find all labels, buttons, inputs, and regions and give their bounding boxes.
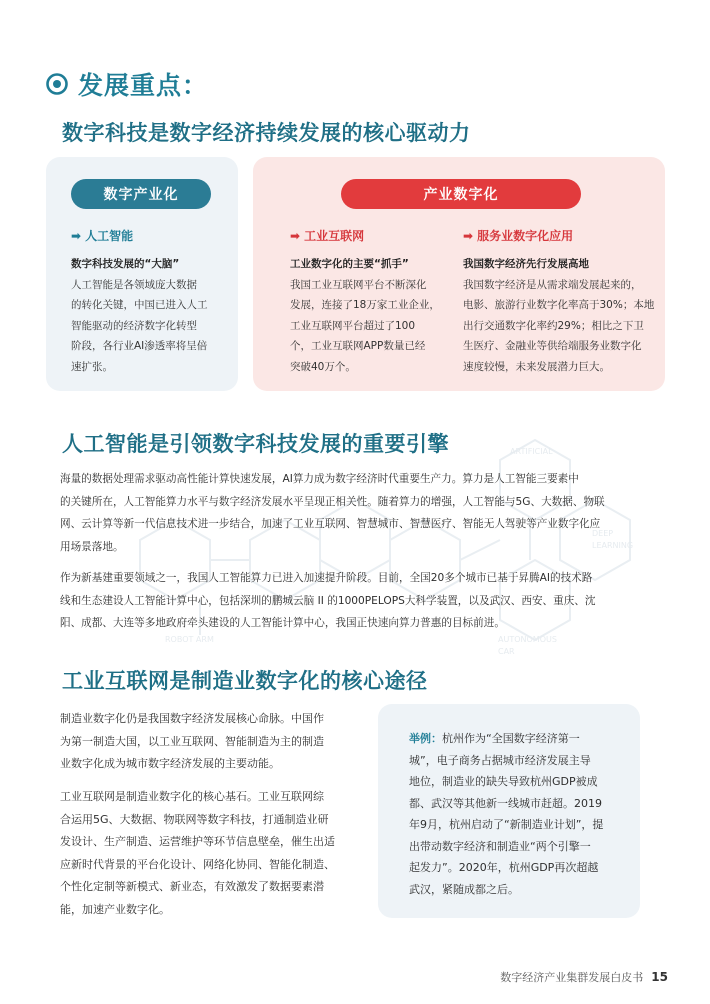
section3-paragraph-2 bbox=[60, 786, 360, 921]
card-digital-industrialization bbox=[46, 157, 238, 391]
example-line: 年9月，杭州启动了“新制造业计划”，提 bbox=[409, 818, 604, 831]
section3-paragraph-1 bbox=[60, 708, 360, 776]
industrial-internet-block-title: 工业数字化的主要“抓手” bbox=[290, 258, 409, 270]
paragraph-line: 业数字化成为城市数字经济发展的主要动能。 bbox=[60, 757, 280, 770]
paragraph-line: 工业互联网是制造业数字化的核心基石。工业互联网综 bbox=[60, 790, 324, 803]
service-digitization-line: 电影、旅游行业数字化率高于30%；本地 bbox=[463, 299, 655, 311]
subheading-industrial-internet bbox=[290, 227, 364, 244]
paragraph-line: 应新时代背景的平台化设计、网络化协同、智能化制造、 bbox=[60, 857, 335, 871]
service-digitization-line: 生医疗、金融业等供给端服务业数字化 bbox=[463, 340, 642, 352]
deco-label-artificial: ARTIFICIAL bbox=[510, 447, 553, 456]
ai-block-title: 数字科技发展的“大脑” bbox=[71, 258, 180, 270]
industrial-internet-line: 我国工业互联网平台不断深化 bbox=[290, 278, 427, 291]
subheading-ai-label: 人工智能 bbox=[85, 229, 134, 243]
section3-title: 工业互联网是制造业数字化的核心途径 bbox=[62, 669, 428, 693]
industrial-internet-line: 发展，连接了18万家工业企业， bbox=[290, 299, 440, 311]
example-line: 武汉，紧随成都之后。 bbox=[409, 882, 519, 896]
industrial-internet-line: 个，工业互联网APP数量已经 bbox=[290, 340, 426, 352]
ai-line: 的转化关键，中国已进入人工 bbox=[71, 299, 208, 311]
example-line: 都、武汉等其他新一线城市赶超。2019 bbox=[409, 796, 602, 810]
example-box bbox=[378, 704, 640, 918]
section1-title: 数字科技是数字经济持续发展的核心驱动力 bbox=[62, 121, 471, 145]
ai-line: 速扩张。 bbox=[71, 360, 113, 373]
heading-title: 发展重点： bbox=[78, 71, 209, 100]
paragraph-line: 线和生态建设人工智能计算中心，包括深圳的鹏城云脑 II 的1000PELOPS大科学装置，以及武汉、西安、重庆、沈 bbox=[60, 594, 596, 607]
paragraph-line: 作为新基建重要领域之一，我国人工智能算力已进入加速提升阶段。目前，全国20多个城市已基于昇腾AI的技术路 bbox=[60, 572, 593, 584]
paragraph-line: 用场景落地。 bbox=[60, 540, 124, 553]
paragraph-line: 发设计、生产制造、运营维护等环节信息壁垒，催生出适 bbox=[60, 835, 335, 848]
subheading-service-digitization-label: 服务业数字化应用 bbox=[477, 229, 574, 243]
subheading-ai bbox=[71, 227, 133, 244]
subheading-service-digitization bbox=[463, 227, 573, 244]
paragraph-line: 个性化定制等新模式、新业态，有效激发了数据要素潜 bbox=[60, 880, 324, 893]
deco-label-robot-arm: ROBOT ARM bbox=[165, 635, 214, 644]
service-digitization-line: 出行交通数字化率约29%；相比之下卫 bbox=[463, 319, 644, 332]
example-line: 地位，制造业的缺失导致杭州GDP被成 bbox=[409, 775, 598, 788]
card-industrial-digitization bbox=[253, 157, 665, 391]
example-body bbox=[409, 728, 603, 900]
deco-label-deep: DEEP bbox=[592, 529, 614, 538]
paragraph-line: 阳、成都、大连等多地政府牵头建设的人工智能计算中心，我国正快速向算力普惠的目标前进。 bbox=[60, 617, 505, 629]
industrial-internet-text-block bbox=[290, 254, 440, 377]
page-heading bbox=[46, 66, 208, 102]
industrial-internet-line: 工业互联网平台超过了100 bbox=[290, 319, 416, 332]
paragraph-line: 网、云计算等新一代信息技术进一步结合，加速了工业互联网、智慧城市、智慧医疗、智能无人驾驶等产业数字化应 bbox=[60, 518, 601, 530]
subheading-industrial-internet-label: 工业互联网 bbox=[304, 229, 365, 243]
paragraph-line: 合运用5G、大数据、物联网等数字科技，打通制造业研 bbox=[60, 812, 329, 826]
paragraph-line: 能，加速产业数字化。 bbox=[60, 902, 170, 916]
pill-industrial-digitization: 产业数字化 bbox=[341, 179, 581, 209]
arrow-right-icon: ➡ bbox=[463, 229, 474, 243]
pill-digital-industrialization: 数字产业化 bbox=[71, 179, 211, 209]
example-line: 城”，电子商务占据城市经济发展主导 bbox=[409, 753, 591, 767]
section2-title: 人工智能是引领数字科技发展的重要引擎 bbox=[62, 432, 449, 456]
arrow-right-icon: ➡ bbox=[71, 229, 82, 243]
page-footer bbox=[500, 969, 668, 985]
deco-label-learning: LEARNING bbox=[592, 541, 634, 550]
deco-label-autonomous: AUTONOMOUS bbox=[498, 635, 557, 644]
page-number: 15 bbox=[651, 970, 668, 984]
ai-line: 智能驱动的经济数字化转型 bbox=[71, 319, 197, 332]
footer-title: 数字经济产业集群发展白皮书 bbox=[500, 971, 644, 984]
ai-line: 阶段，各行业AI渗透率将呈倍 bbox=[71, 340, 208, 352]
service-digitization-line: 速度较慢，未来发展潜力巨大。 bbox=[463, 360, 610, 373]
target-icon bbox=[46, 73, 68, 95]
service-digitization-block-title: 我国数字经济先行发展高地 bbox=[463, 258, 589, 270]
section2-paragraph-2 bbox=[60, 567, 660, 635]
service-digitization-text-block bbox=[463, 254, 654, 377]
section2-paragraph-1 bbox=[60, 468, 660, 558]
service-digitization-line: 我国数字经济是从需求端发展起来的， bbox=[463, 278, 642, 291]
paragraph-line: 制造业数字化仍是我国数字经济发展核心命脉。中国作 bbox=[60, 712, 324, 725]
ai-line: 人工智能是各领域庞大数据 bbox=[71, 278, 197, 291]
ai-text-block bbox=[71, 254, 208, 377]
deco-label-car: CAR bbox=[498, 647, 515, 656]
paragraph-line: 为第一制造大国，以工业互联网、智能制造为主的制造 bbox=[60, 734, 324, 748]
arrow-right-icon: ➡ bbox=[290, 229, 301, 243]
example-line: 出带动数字经济和制造业“两个引擎一 bbox=[409, 839, 591, 853]
example-line: 起发力”。2020年，杭州GDP再次超越 bbox=[409, 861, 599, 874]
example-first-text: 杭州作为“全国数字经济第一 bbox=[442, 732, 580, 745]
example-first-line bbox=[409, 728, 603, 750]
paragraph-line: 的关键所在，人工智能算力水平与数字经济发展水平呈现正相关性。随着算力的增强，人工智能与5G、大数据、物联 bbox=[60, 495, 605, 508]
paragraph-line: 海量的数据处理需求驱动高性能计算快速发展，AI算力成为数字经济时代重要生产力。算力是人工智能三要素中 bbox=[60, 473, 579, 485]
industrial-internet-line: 突破40万个。 bbox=[290, 360, 356, 373]
example-lead: 举例： bbox=[409, 732, 442, 745]
